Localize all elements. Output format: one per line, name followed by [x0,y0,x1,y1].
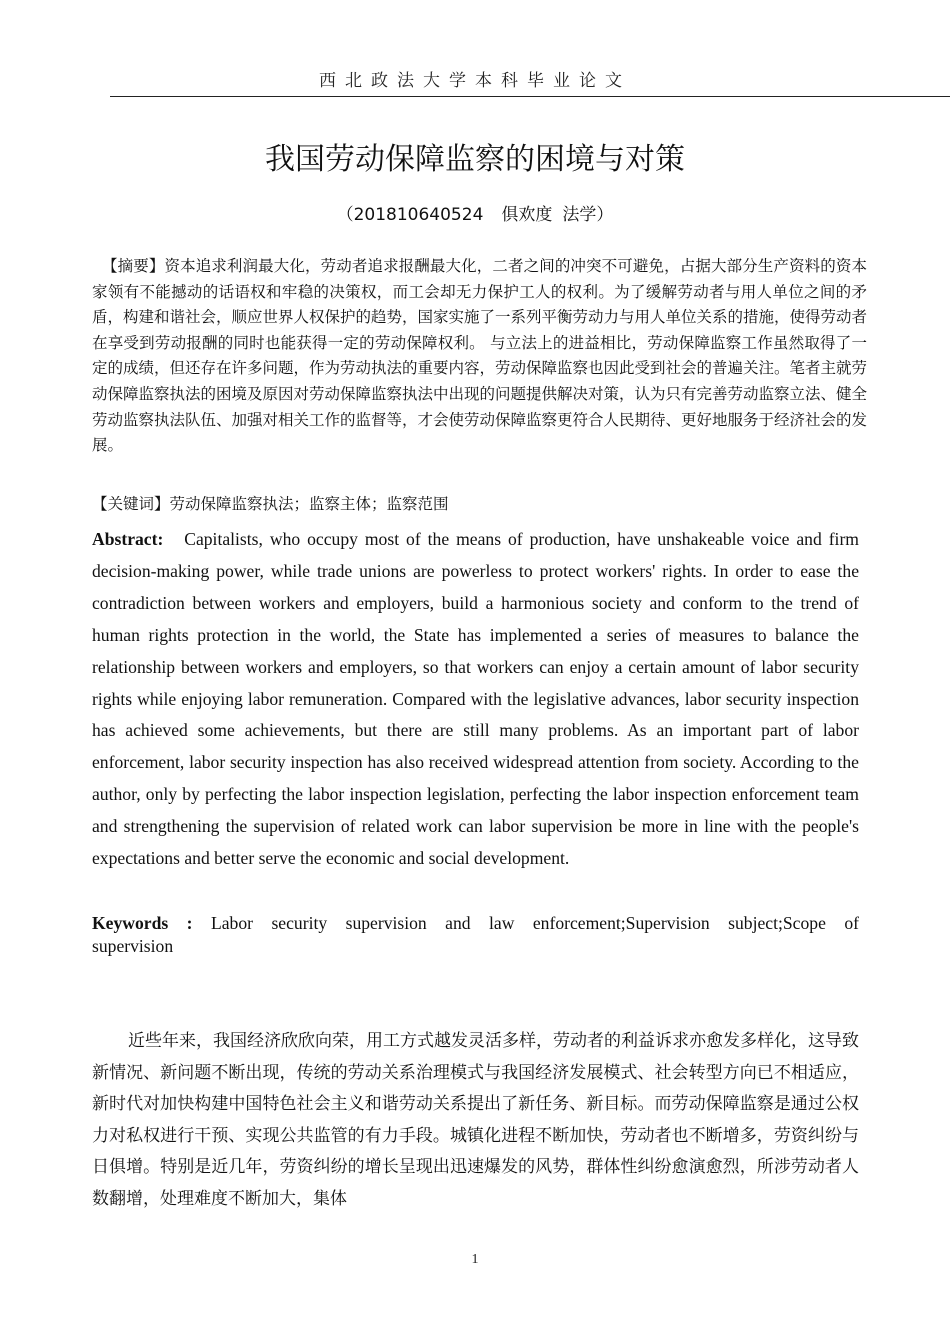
byline-close-paren: ） [596,205,614,225]
paper-title: 我国劳动保障监察的困境与对策 [265,142,685,177]
english-keywords-text: Labor security supervision and law enforcement;Supervision subject;Scope of supervision [92,913,859,956]
english-keywords-label: Keywords : [92,913,193,933]
chinese-keywords-label: 【关键词】 [92,495,170,513]
english-abstract [92,524,859,875]
student-id: 201810640524 [353,205,484,225]
running-header: 西北政法大学本科毕业论文 [319,71,631,91]
body-paragraph: 近些年来，我国经济欣欣向荣，用工方式越发灵活多样，劳动者的利益诉求亦愈发多样化，这导致新情况、新问题不断出现，传统的劳动关系治理模式与我国经济发展模式、社会转型方向已不相适应，新时代对加快构建中国特色社会主义和谐劳动关系提出了新任务、新目标。而劳动保障监察是通过公权力对私权进行干预、实现公共监管的有力手段。城镇化进程不断加快，劳动者也不断增多，劳资纠纷与日俱增。特别是近几年，劳资纠纷的增长呈现出迅速爆发的风势，群体性纠纷愈演愈烈，所涉劳动者人数翻增，处理难度不断加大，集体 [92,1031,859,1209]
chinese-abstract-label: 【摘要】 [102,257,165,275]
chinese-abstract-text: 资本追求利润最大化，劳动者追求报酬最大化，二者之间的冲突不可避免，占据大部分生产资料的资本家领有不能撼动的话语权和牢稳的决策权，而工会却无力保护工人的权利。为了缓解劳动者与用人单位之间的矛盾，构建和谐社会，顺应世界人权保护的趋势，国家实施了一系列平衡劳动力与用人单位关系的措施，使得劳动者在享受到劳动报酬的同时也能获得一定的劳动保障权利。 与立法上的进益相比，劳动保障监察工作虽然取得了一定的成绩，但还存在许多问题，作为劳动执法的重要内容，劳动保障监察也因此受到社会的普遍关注。笔者主就劳动保障监察执法的困境及原因对劳动保障监察执法中出现的问题提供解决对策，认为只有完善劳动监察立法、健全劳动监察执法队伍、加强对相关工作的监督等，才会使劳动保障监察更符合人民期待、更好地服务于经济社会的发展。 [92,257,868,455]
chinese-keywords [92,492,867,516]
byline-open-paren: （ [336,205,354,225]
author-major: 法学 [562,205,597,225]
chinese-keywords-text: 劳动保障监察执法；监察主体；监察范围 [169,495,449,513]
english-abstract-label: Abstract: [92,529,164,549]
page-number: 1 [471,1252,479,1267]
english-keywords [92,912,859,958]
header-rule [110,96,950,97]
chinese-abstract [92,254,867,459]
author-byline [0,200,950,225]
english-abstract-text: Capitalists, who occupy most of the means of production, have unshakeable voice and firm decision-making power, while trade unions are powerless to protect workers' rights. In order to ease the contradiction between workers and employers, build a harmonious society and conform to the trend of human rights protection in the world, the State has implemented a series of measures to balance the relationship between workers and employers, so that workers can enjoy a certain amount of labor security rights while enjoying labor remuneration. Compared with the legislative advances, labor security inspection has achieved some achievements, but there are still many problems. As an important part of labor enforcement, labor security inspection has also received widespread attention from society. According to the author, only by perfecting the labor inspection legislation, perfecting the labor inspection enforcement team and strengthening the supervision of related work can labor supervision be more in line with the people's expectations and better serve the economic and social development. [92,529,859,869]
author-name: 俱欢度 [501,205,553,225]
